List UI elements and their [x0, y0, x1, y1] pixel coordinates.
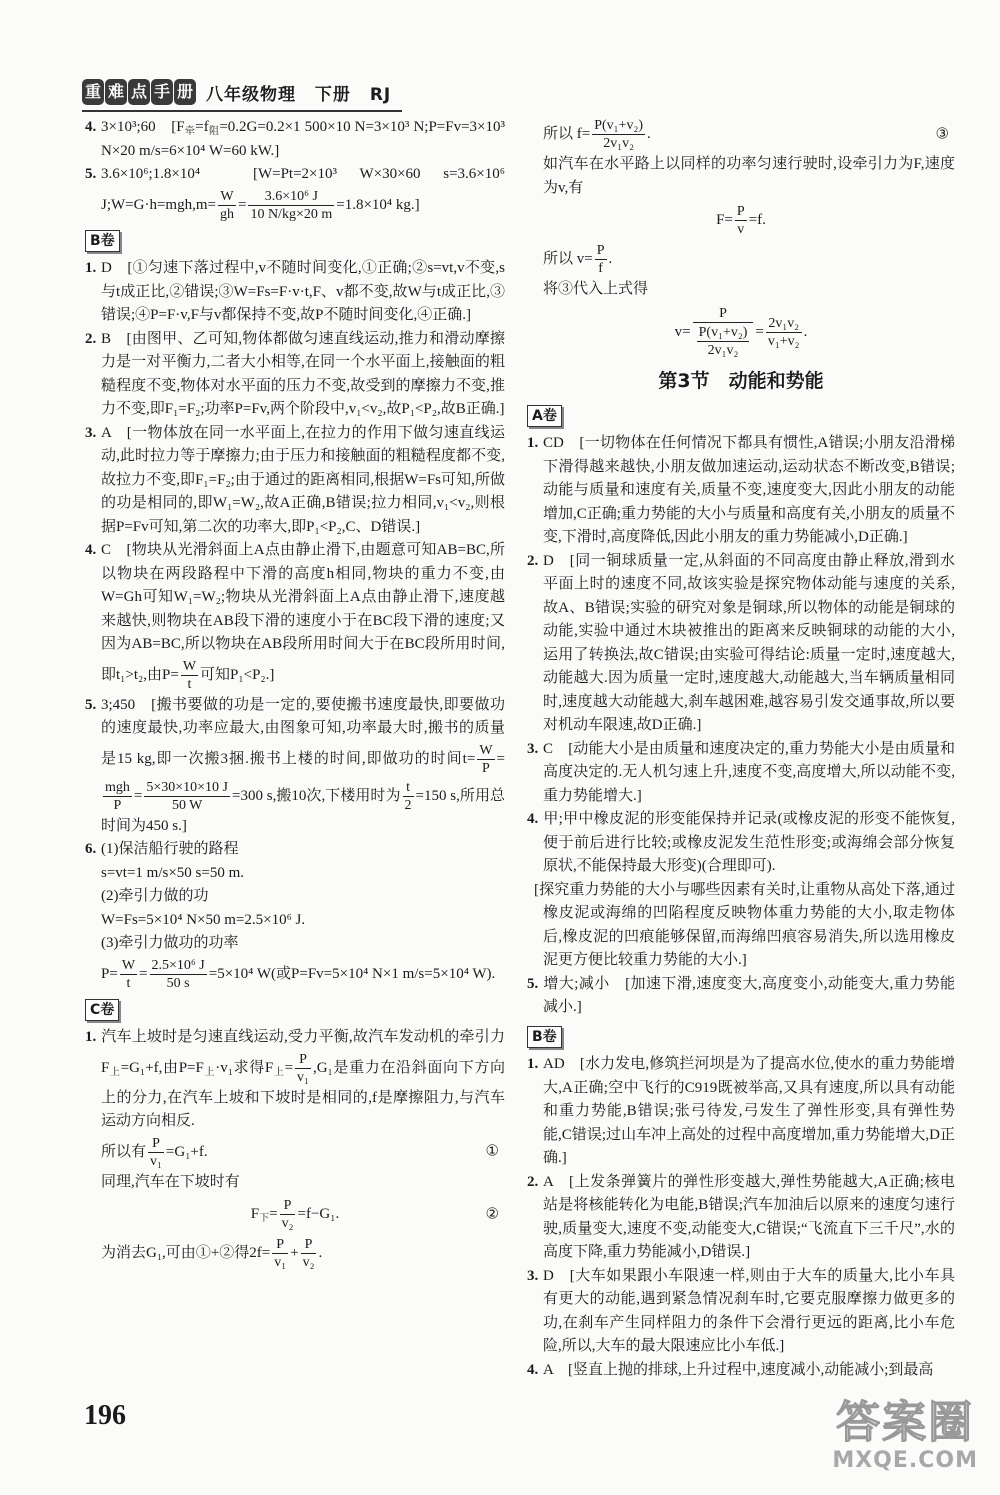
text-run: 增大;减小 [加速下滑,速度变大,高度变小,动能变大,重力势能减小.]: [543, 975, 955, 1015]
item-number: 1.: [85, 260, 97, 276]
subscript: 上: [109, 1066, 121, 1078]
text-run: =: [755, 323, 764, 340]
formula-line: [85, 1194, 505, 1235]
subscript: 阻: [208, 126, 220, 137]
fraction-numerator: W: [218, 188, 236, 206]
fraction-denominator: 2: [404, 797, 412, 813]
item-number: 6.: [85, 841, 97, 857]
fraction-denominator: v₁: [274, 1255, 287, 1270]
subscript: 上: [273, 1066, 285, 1078]
answer-item: [527, 550, 955, 738]
section-label-row: [527, 399, 955, 433]
fraction-denominator: [693, 323, 754, 360]
text-run: =300 s,搬10次,下楼用时为: [232, 787, 401, 804]
logo-char: 点: [128, 79, 150, 105]
item-number: 3.: [527, 1267, 539, 1284]
fraction: [595, 242, 607, 277]
fraction-numerator: P: [596, 243, 605, 258]
item-number: 2.: [527, 1173, 539, 1190]
text-line: [85, 1134, 505, 1171]
text-line: [527, 116, 955, 153]
fraction-numerator: P(v₁+v₂): [594, 118, 643, 133]
watermark-logo: 答案圈: [836, 1397, 975, 1448]
text-run: F=: [716, 211, 733, 228]
fraction-denominator: 50 s: [166, 975, 190, 991]
item-number: 1.: [85, 1029, 97, 1045]
item-number: 2.: [85, 330, 97, 347]
text-run: =G₁+f.: [165, 1143, 208, 1160]
fraction: [592, 117, 645, 152]
item-number: 4.: [527, 811, 539, 827]
answer-item: [527, 738, 955, 809]
subscript: 下: [259, 1212, 270, 1224]
fraction-denominator: v₁: [297, 1069, 309, 1085]
fraction: [150, 957, 207, 992]
text-run: 可知P₁<P₂.]: [200, 666, 275, 683]
fraction-numerator: P: [148, 1135, 164, 1153]
section-label-row: [527, 1020, 955, 1054]
answer-item: [527, 432, 955, 550]
text-line: [527, 879, 955, 973]
text-run: B [由图甲、乙可知,物体都做匀速直线运动,推力和滑动摩擦力是一对平衡力,二者大小相等,在同一个水平面上,接触面的粗糙程度不变,物体对水平面的压力不变,故受到的摩擦力不变,推力不变,即F₁=F₂;功率P=Fv,两个阶段中,v₁<v₂,故P₁<P₂,故B正确.]: [101, 330, 505, 417]
text-run: D [同一铜球质量一定,从斜面的不同高度由静止释放,滑到水平面上时的速度不同,故该实验是探究物体动能与速度的关系,故A、B错误;实验的研究对象是铜球,所以物体的动能是铜球的动能,实验中通过木块被推出的距离来反映铜球的动能的大小,运用了转换法,故C错误;由实验可得结论:质量一定时,速度越大,动能越大.因为质量一定时,速度越大,动能越大,当车辆质量相同时,速度越大动能越大,刹车越困难,越容易引发交通事故,所以要对机动车限速,故D正确.]: [543, 552, 955, 733]
section-heading: 第3节 动能和势能: [658, 369, 824, 392]
text-run: .: [318, 1244, 323, 1261]
fraction-denominator: 10 N/kg×20 m: [250, 206, 333, 222]
text-run: D [①匀速下落过程中,v不随时间变化,①正确;②s=vt,v不变,s与t成正比,②错误;③W=Fs=F·v·t,F、v都不变,故W与t成正比,③错误;④P=F·v,F与v都保持不变,故P不随时间变化,④正确.]: [101, 260, 505, 323]
fraction-numerator: 5×30×10×10 J: [146, 779, 228, 795]
answer-item: [85, 328, 505, 422]
text-line: [85, 932, 505, 956]
fraction-denominator: v₁+v₂: [767, 333, 800, 349]
fraction-denominator: 2v₁v₂: [603, 136, 634, 151]
text-run: CD [一切物体在任何情况下都具有惯性,A错误;小朋友沿滑梯下滑得越来越快,小朋友做加速运动,运动状态不断改变,B错误;动能与质量和速度有关,质量不变,速度变大,因此小朋友的动能增加,C正确;重力势能的大小与质量和高度有关,小朋友的质量不变,下滑时,高度降低,因此小朋友的重力势能减小,D正确.]: [543, 435, 955, 545]
text-run: W=Fs=5×10⁴ N×50 m=2.5×10⁶ J.: [101, 911, 306, 928]
fraction-denominator: v₂: [281, 1216, 294, 1231]
running-header: [82, 77, 403, 107]
equation-number: ③: [935, 125, 949, 142]
page-number: 196: [84, 1400, 126, 1431]
text-run: (1)保洁船行驶的路程: [101, 841, 239, 857]
header-title: [206, 80, 403, 105]
fraction-numerator: 2v₁v₂: [766, 315, 802, 333]
text-run: F: [250, 1205, 260, 1222]
item-number: 3.: [527, 740, 539, 757]
fraction: [144, 779, 230, 814]
fraction-numerator: P: [693, 305, 754, 323]
watermark: [832, 1398, 978, 1474]
text-run: .: [647, 125, 651, 142]
edition: RJ: [369, 84, 392, 105]
item-number: 5.: [527, 975, 539, 992]
text-run: 将③代入上式得: [543, 281, 649, 297]
text-run: C [动能大小是由质量和速度决定的,重力势能大小是由质量和高度决定的.无人机匀速上升,速度不变,高度增大,所以动能不变,重力势能增大.]: [543, 740, 955, 804]
item-number: 4.: [85, 542, 97, 558]
text-run: .: [608, 250, 613, 267]
left-column: [85, 116, 505, 1272]
text-run: 3;450 [搬书要做的功是一定的,要使搬书速度最快,即要做功的速度最快,功率应最大,由图象可知,功率最大时,搬书的质量是15 kg,即一次搬3捆.搬书上楼的时间,即做功的时间t=: [101, 696, 505, 767]
text-run: =: [269, 1205, 278, 1222]
text-run: =: [237, 196, 247, 213]
fraction-numerator: P: [280, 1197, 296, 1215]
text-line: [85, 1171, 505, 1195]
fraction: [103, 779, 132, 814]
text-run: =1.8×10⁴ kg.]: [336, 196, 420, 213]
formula-line: [527, 302, 955, 363]
answer-item: [85, 838, 505, 862]
fraction-denominator: P: [113, 797, 122, 813]
text-run: 所以 v=: [543, 250, 593, 267]
text-run: 同理,汽车在下坡时有: [101, 1173, 240, 1190]
logo-char: 册: [174, 79, 196, 105]
fraction: [295, 1051, 311, 1086]
fraction-numerator: P: [272, 1236, 288, 1254]
text-run: A [上发条弹簧片的弹性形变越大,弹性势能越大,A正确;核电站是将核能转化为电能,B错误;汽车加油后以原来的速度匀速行驶,质量变大,速度不变,动能变大,C错误;“飞流直下三千尺”,水的高度下降,重力势能减小,D错误.]: [543, 1173, 955, 1260]
text-run: 3×10³;60 [F: [101, 119, 185, 135]
logo-char: 重: [82, 79, 104, 105]
text-run: P=: [101, 965, 118, 982]
subscript: 牵: [184, 126, 196, 137]
text-run: ,G₁是重力在沿斜面向下方向上的分力,在汽车上坡和下坡时是相同的,f是摩擦阻力,与汽车运动方向相反.: [101, 1059, 506, 1129]
text-run: =0.2G=0.2×1 500×10 N=3×10³ N;P=Fv=3×10³ N×20 m/s=6×10⁴ W=60 kW.]: [101, 119, 506, 159]
text-line: [85, 862, 505, 886]
fraction-numerator: W: [121, 957, 136, 973]
item-number: 1.: [527, 435, 539, 451]
text-run: =: [133, 787, 143, 804]
answer-item: [85, 116, 505, 163]
fraction: [477, 742, 494, 777]
text-run: =f.: [748, 211, 766, 228]
text-run: =f−G₁.: [297, 1205, 340, 1222]
item-number: 4.: [85, 119, 97, 135]
text-run: 如汽车在水平路上以同样的功率匀速行驶时,设牵引力为F,速度为v,有: [543, 156, 955, 196]
section-label-row: [85, 224, 505, 258]
fraction-denominator: v: [737, 222, 745, 237]
fraction-denominator: 2v₁v₂: [707, 342, 739, 358]
logo-char: 难: [105, 79, 127, 105]
formula-line: [527, 200, 955, 241]
answer-item: [527, 808, 955, 879]
answer-item: [85, 422, 505, 540]
text-line: [85, 1235, 505, 1272]
fraction-denominator: 50 W: [171, 797, 203, 813]
item-number: 3.: [85, 424, 97, 441]
text-run: [探究重力势能的大小与哪些因素有关时,让重物从高处下落,通过橡皮泥或海绵的凹陷程度反映物体重力势能的大小,取走物体后,橡皮泥的凹痕能够保留,而海绵凹痕容易消失,所以选用橡皮泥更方便比较重力势能的大小.]: [534, 881, 955, 968]
fraction-denominator: v₂: [302, 1255, 315, 1270]
fraction-numerator: 3.6×10⁶ J: [248, 188, 334, 206]
text-run: 汽车上坡时是匀速直线运动,受力平衡,故汽车发动机的牵引力F: [101, 1029, 505, 1076]
fraction: [301, 1236, 317, 1271]
fraction-numerator: P: [301, 1236, 317, 1254]
fraction-numerator: P: [295, 1051, 311, 1069]
fraction-denominator: t: [126, 975, 131, 991]
item-number: 5.: [85, 696, 97, 713]
fraction-denominator: v₁: [150, 1153, 162, 1169]
fraction: [218, 188, 236, 223]
answer-item: [85, 1026, 505, 1134]
text-line: [527, 153, 955, 200]
right-column: [527, 116, 955, 1382]
text-run: =f: [195, 119, 209, 135]
fraction-denominator: t: [187, 676, 192, 692]
answer-item: [85, 694, 505, 839]
section-label: A卷: [527, 405, 562, 427]
fraction: [403, 779, 414, 814]
text-run: =: [284, 1059, 294, 1076]
text-run: 所以 f=: [543, 125, 591, 142]
text-run: A [一物体放在同一水平面上,在拉力的作用下做匀速直线运动,此时拉力等于摩擦力;由于压力和接触面的粗糙程度都不变,故拉力不变,即F₁=F₂;由于通过的距离相同,根据W=Fs可知,所做的功是相同的,即W₁=W₂,故A正确,B错误;拉力相同,v₁<v₂,则根据P=Fv可知,第二次的功率大,即P₁<P₂,C、D错误.]: [101, 424, 505, 535]
text-line: [85, 909, 505, 933]
text-run: ·v₁求得F: [215, 1059, 274, 1076]
fraction-numerator: W: [479, 742, 493, 758]
fraction: [766, 315, 802, 350]
section-label-row: [85, 993, 505, 1027]
item-number: 1.: [527, 1056, 539, 1072]
text-run: 为消去G₁,可由①+②得2f=: [101, 1244, 271, 1261]
fraction: [280, 1197, 296, 1232]
fraction-numerator: P(v₁+v₂): [698, 324, 748, 340]
fraction-numerator: t: [403, 779, 414, 797]
subscript: 上: [203, 1066, 216, 1078]
item-number: 4.: [527, 1361, 539, 1378]
header-rule: [82, 110, 402, 112]
fraction: [697, 324, 750, 359]
fraction-numerator: W: [182, 658, 197, 674]
text-run: 所以有: [101, 1143, 147, 1160]
answer-item: [527, 1053, 955, 1171]
fraction-denominator: f: [598, 261, 603, 276]
item-number: 2.: [527, 552, 539, 569]
answer-item: [85, 163, 505, 224]
book-logo: [82, 79, 196, 105]
text-line: [85, 956, 505, 993]
answer-item: [85, 539, 505, 694]
text-run: .: [803, 323, 808, 340]
item-number: 5.: [85, 166, 97, 182]
fraction: [248, 188, 334, 223]
answer-item: [527, 973, 955, 1020]
answer-item: [85, 257, 505, 328]
section-label: C卷: [85, 999, 119, 1021]
text-run: (3)牵引力做功的功率: [101, 935, 239, 951]
text-run: 甲;甲中橡皮泥的形变能保持并记录(或橡皮泥的形变不能恢复,便于前后进行比较;或橡皮泥发生范性形变;或海绵会部分恢复原状,不能保持最大形变)(合理即可).: [543, 811, 955, 874]
grade-subject: 八年级物理: [206, 84, 296, 105]
text-run: AD [水力发电,修筑拦河坝是为了提高水位,使水的重力势能增大,A正确;空中飞行的C919既被举高,又具有速度,所以具有动能和重力势能,B错误;张弓待发,弓发生了弹性形变,具有弹性势能,C错误;过山车冲上高处的过程中高度增加,重力势能增大,D正确.]: [543, 1056, 955, 1166]
text-run: D [大车如果跟小车限速一样,则由于大车的质量大,比小车具有更大的动能,遇到紧急情况刹车时,它要克服摩擦力做更多的功,在刹车产生同样阻力的条件下会滑行更远的距离,比小车危险,所以,大车的最大限速应比小车低.]: [543, 1267, 955, 1354]
logo-char: 手: [151, 79, 173, 105]
text-run: 3.6×10⁶;1.8×10⁴ [W=Pt=2×10³ W×30×60 s=3.6×10⁶ J;W=G·h=mgh,m=: [101, 166, 505, 213]
text-line: [527, 278, 955, 302]
fraction: [693, 305, 754, 360]
text-run: =: [139, 965, 148, 982]
fraction-numerator: mgh: [105, 779, 130, 795]
section-label: B卷: [85, 230, 120, 252]
fraction: [181, 658, 198, 693]
watermark-url: MXQE.COM: [832, 1448, 978, 1473]
text-run: s=vt=1 m/s×50 s=50 m.: [101, 864, 245, 881]
volume: 下册: [314, 84, 351, 105]
answer-item: [527, 1265, 955, 1359]
text-run: v=: [674, 323, 691, 340]
fraction-denominator: P: [482, 760, 490, 776]
text-run: =150 s,所用总时间为450 s.]: [101, 787, 505, 834]
text-run: (2)牵引力做的功: [101, 888, 209, 904]
fraction-numerator: 2.5×10⁶ J: [151, 957, 205, 973]
fraction-denominator: gh: [219, 206, 234, 222]
equation-number: ②: [485, 1205, 499, 1222]
equation-number: ①: [485, 1143, 499, 1160]
text-run: =5×10⁴ W(或P=Fv=5×10⁴ N×1 m/s=5×10⁴ W).: [208, 965, 496, 982]
fraction: [148, 1135, 164, 1170]
fraction: [735, 203, 747, 238]
fraction: [272, 1236, 288, 1271]
fraction-numerator: P: [736, 204, 745, 219]
text-line: [85, 885, 505, 909]
text-line: [527, 241, 955, 278]
text-run: +: [290, 1244, 299, 1261]
text-run: =: [496, 750, 505, 767]
section-label: B卷: [527, 1026, 562, 1048]
text-run: A [竖直上抛的排球,上升过程中,速度减小,动能减小;到最高: [543, 1361, 934, 1378]
fraction: [120, 957, 137, 992]
answer-item: [527, 1171, 955, 1265]
answer-item: [527, 1359, 955, 1383]
text-run: =G₁+f,由P=F: [120, 1059, 204, 1076]
text-run: C [物块从光滑斜面上A点由静止滑下,由题意可知AB=BC,所以物块在两段路程中下滑的高度h相同,物块的重力不变,由W=Gh可知W₁=W₂;物块从光滑斜面上A点由静止滑下,速度越来越快,则物块在AB段下滑的速度小于在BC段下滑的速度;又因为AB=BC,所以物块在AB段所用时间大于在BC段所用时间,即t₁>t₂,由P=: [101, 542, 505, 683]
